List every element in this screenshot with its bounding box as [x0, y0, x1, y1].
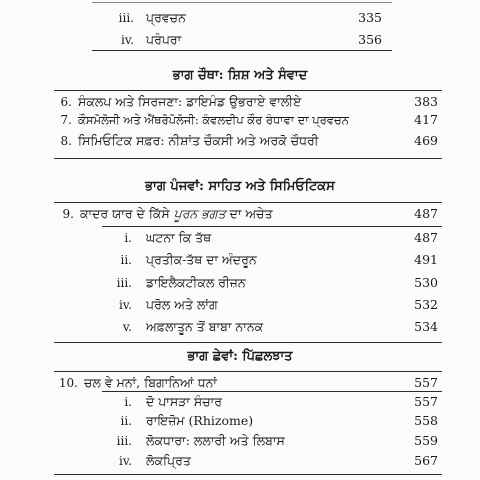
row-title: ਰਾਇਜ਼ੋਮ (Rhizome)	[146, 413, 254, 428]
row-number: iv.	[118, 298, 132, 312]
row-page: 356	[358, 32, 382, 47]
row-page: 567	[414, 453, 438, 468]
row-page: 557	[414, 394, 438, 409]
row-page: 530	[414, 275, 438, 290]
toc-row	[0, 295, 480, 315]
row-page: 491	[414, 252, 438, 267]
row-number: i.	[124, 231, 132, 245]
row-page: 534	[414, 319, 438, 334]
row-page: 487	[414, 230, 438, 245]
toc-row	[0, 250, 480, 270]
section-rule	[54, 342, 442, 343]
row-number: iv.	[120, 33, 134, 47]
row-number: 7.	[60, 113, 72, 127]
title-italic: ਪੂਰਨ ਭਗਤ	[173, 206, 226, 221]
toc-row	[0, 8, 480, 28]
section-rule	[54, 158, 442, 159]
row-title: ਪ੍ਰਵਚਨ	[146, 10, 186, 25]
section-rule	[54, 90, 442, 91]
row-number: iii.	[116, 276, 132, 290]
toc-row	[0, 131, 480, 151]
toc-row	[0, 317, 480, 337]
row-number: iii.	[118, 11, 134, 25]
row-title: ਪ੍ਰਤੀਕ-ਤੱਥ ਦਾ ਅੰਦਰੂਨ	[146, 252, 257, 267]
toc-row	[0, 392, 480, 412]
row-title: ਪਰੋਲ ਅਤੇ ਲਾਂਗ	[146, 297, 218, 312]
row-page: 487	[414, 206, 438, 221]
row-title: ਲੋਕਪ੍ਰਿਤ	[146, 453, 191, 468]
section-rule	[54, 202, 442, 203]
toc-row	[0, 110, 480, 130]
row-title: ਸੰਕਲਪ ਅਤੇ ਸਿਰਜਣਾ: ਡਾਇਮੰਡ ਉਭਰਾਏ ਵਾਲੀਏ	[78, 94, 302, 109]
row-page: 559	[414, 433, 438, 448]
toc-row	[0, 92, 480, 112]
row-title: ਡਾਇਲੈਕਟੀਕਲ ਰੀਜ਼ਨ	[146, 275, 246, 290]
row-title: ਦੋ ਪਾਸੜਾ ਸੰਚਾਰ	[146, 394, 222, 409]
row-number: v.	[122, 320, 132, 334]
toc-row	[0, 411, 480, 431]
row-title	[80, 204, 273, 224]
toc-row	[0, 273, 480, 293]
row-title: ਅਫ਼ਲਾਤੂਨ ਤੋਂ ਬਾਬਾ ਨਾਨਕ	[146, 319, 264, 334]
row-page: 532	[414, 297, 438, 312]
row-title: ਚਲ ਵੇ ਮਨਾਂ, ਬਿਗਾਨਿਆਂ ਧਨਾਂ	[84, 375, 217, 390]
row-number: ii.	[120, 253, 132, 267]
toc-row	[0, 30, 480, 50]
top-rule	[92, 2, 392, 3]
row-number: iii.	[116, 434, 132, 448]
row-page: 417	[414, 112, 438, 127]
row-page: 557	[414, 375, 438, 390]
row-rule	[102, 226, 442, 227]
row-title: ਕੌਸਮੋਲੋਜੀ ਅਤੇ ਐਂਥਰੋਪੋਲੋਜੀ: ਕੰਵਲਦੀਪ ਕੌਰ ਰੰਧਾਵਾ ਦਾ ਪ੍ਰਵਚਨ	[78, 113, 349, 127]
part-heading: ਭਾਗ ਚੌਥਾ: ਸ਼ਿਸ਼ ਅਤੇ ਸੰਵਾਦ	[172, 68, 308, 83]
title-text: ਦਾ ਅਚੇਤ	[225, 206, 273, 221]
row-number: 9.	[62, 207, 74, 221]
part-heading: ਭਾਗ ਛੇਵਾਂ: ਪਿੱਛਲਝਾਤ	[187, 349, 293, 364]
row-title: ਪਰੰਪਰਾ	[146, 32, 182, 47]
row-number: iv.	[118, 454, 132, 468]
section-rule	[54, 474, 442, 475]
row-title: ਘਟਨਾ ਕਿ ਤੱਥ	[146, 230, 212, 245]
toc-row	[0, 431, 480, 451]
section-rule	[54, 371, 442, 372]
toc-row	[0, 204, 480, 224]
toc-row	[0, 228, 480, 248]
row-number: ii.	[120, 414, 132, 428]
title-text: ਕਾਦਰ ਯਾਰ ਦੇ ਕਿੱਸੇ	[80, 206, 174, 221]
row-page: 558	[414, 413, 438, 428]
toc-row	[0, 373, 480, 393]
toc-row	[0, 451, 480, 471]
row-page: 335	[358, 10, 382, 25]
row-title: ਲੋਕਧਾਰਾ: ਲਲਾਰੀ ਅਤੇ ਲਿਬਾਸ	[146, 433, 285, 448]
row-number: 6.	[60, 95, 72, 109]
section-rule	[92, 50, 392, 51]
row-page: 383	[414, 94, 438, 109]
row-page: 469	[414, 133, 438, 148]
row-number: 10.	[58, 376, 78, 390]
row-title: ਸਿਮਿਓਟਿਕ ਸਫ਼ਰ: ਨੀਸ਼ਾਂਤ ਚੌਕਸੀ ਅਤੇ ਅਰਕੋ ਚੌਧਰੀ	[78, 133, 319, 148]
row-number: 8.	[60, 134, 72, 148]
row-number: i.	[124, 395, 132, 409]
part-heading: ਭਾਗ ਪੰਜਵਾਂ: ਸਾਹਿਤ ਅਤੇ ਸਿਮਿਓਟਿਕਸ	[145, 179, 335, 194]
